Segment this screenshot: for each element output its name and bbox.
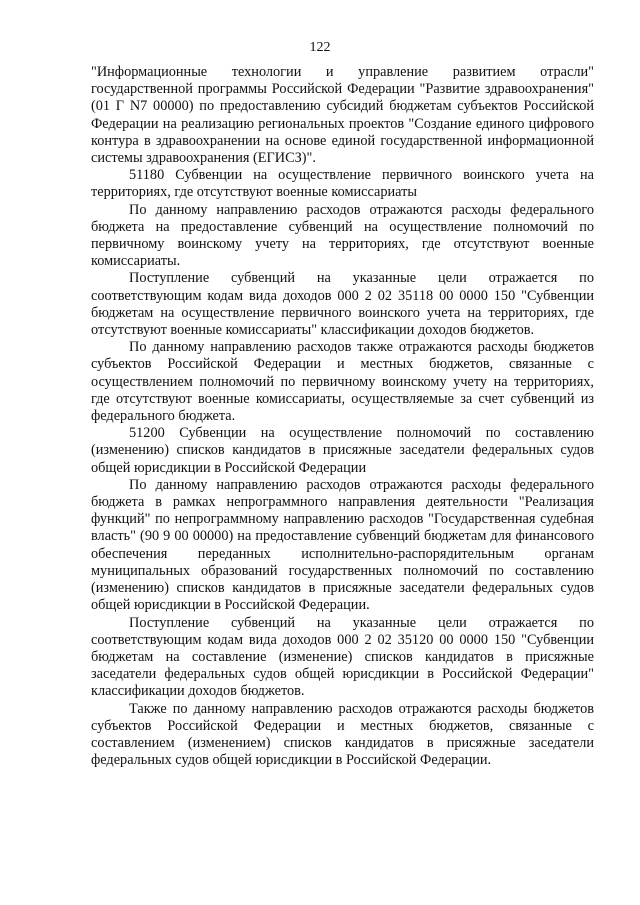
paragraph-2: 51180 Субвенции на осуществление первичного воинского учета на территориях, где отсутствуют военные комиссариаты [91,167,594,201]
paragraph-9: Также по данному направлению расходов отражаются расходы бюджетов субъектов Российской Федерации и местных бюджетов, связанные с составлением (изменением) списков кандидатов в присяжные заседатели федеральных судов общей юрисдикции в Российской Федерации. [91,700,594,769]
paragraph-6: 51200 Субвенции на осуществление полномочий по составлению (изменению) списков кандидатов в присяжные заседатели федеральных судов общей юрисдикции в Российской Федерации [91,425,594,476]
paragraph-3: По данному направлению расходов отражаются расходы федерального бюджета на предоставление субвенций на осуществление полномочий по первичному воинскому учету на территориях, где отсутствуют военные комиссариаты. [91,201,594,270]
paragraph-4: Поступление субвенций на указанные цели отражается по соответствующим кодам вида доходов 000 2 02 35118 00 0000 150 "Субвенции бюджетам на осуществление первичного воинского учета на территориях, где отсутствуют военные комиссариаты" классификации доходов бюджетов. [91,270,594,339]
document-body [91,64,594,769]
paragraph-8: Поступление субвенций на указанные цели отражается по соответствующим кодам вида доходов 000 2 02 35120 00 0000 150 "Субвенции бюджетам на составление (изменение) списков кандидатов в присяжные заседатели федеральных судов общей юрисдикции в Российской Федерации" классификации доходов бюджетов. [91,614,594,700]
paragraph-1: "Информационные технологии и управление развитием отрасли" государственной программы Российской Федерации "Развитие здравоохранения" (01 Г N7 00000) по предоставлению субсидий бюджетам субъектов Российской Федерации на реализацию региональных проектов "Создание единого цифрового контура в здравоохранении на основе единой государственной информационной системы здравоохранения (ЕГИСЗ)". [91,64,594,167]
page-number: 122 [309,40,331,55]
paragraph-5: По данному направлению расходов также отражаются расходы бюджетов субъектов Российской Федерации и местных бюджетов, связанные с осуществлением полномочий по первичному воинскому учету на территориях, где отсутствуют военные комиссариаты, осуществляемые за счет субвенций из федерального бюджета. [91,339,594,425]
paragraph-7: По данному направлению расходов отражаются расходы федерального бюджета в рамках непрограммного направления деятельности "Реализация функций" по непрограммному направлению расходов "Государственная судебная власть" (90 9 00 00000) на предоставление субвенций бюджетам для финансового обеспечения переданных исполнительно-распорядительным органам муниципальных образований государственных полномочий по составлению (изменению) списков кандидатов в присяжные заседатели федеральных судов общей юрисдикции в Российской Федерации. [91,476,594,614]
